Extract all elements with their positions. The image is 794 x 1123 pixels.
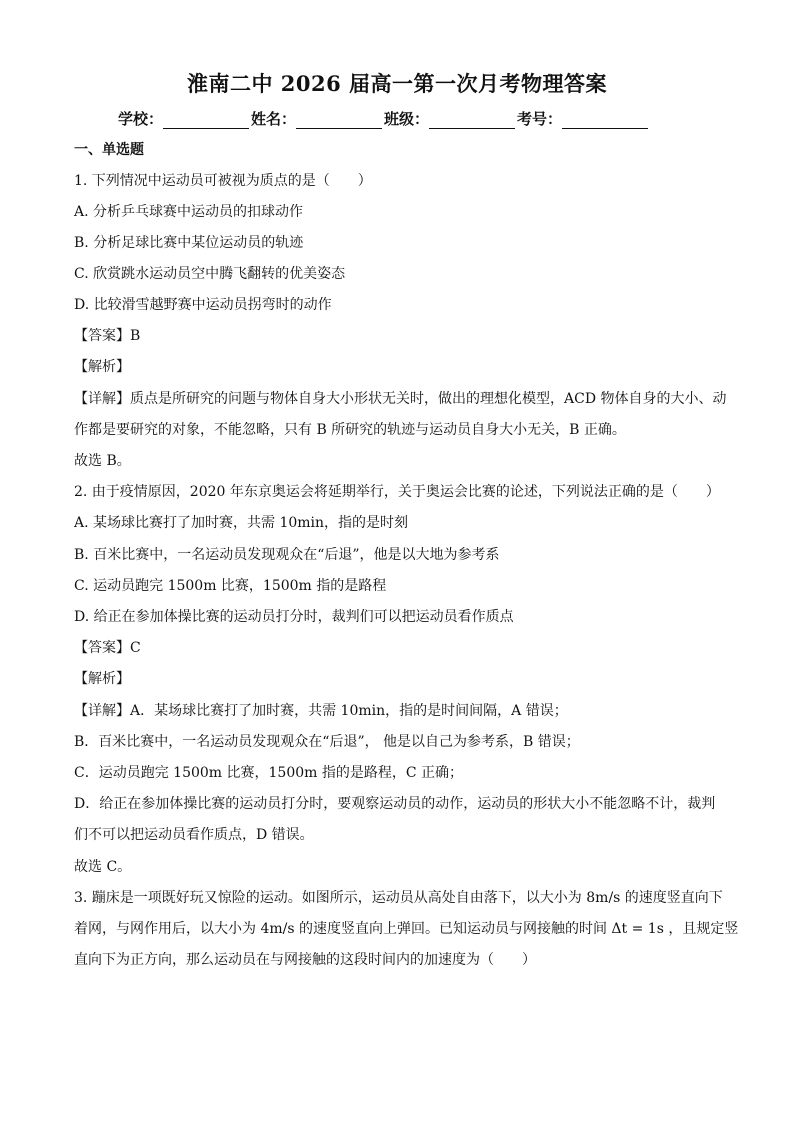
school-blank <box>163 112 249 129</box>
answer-line: 【答案】C <box>74 640 141 656</box>
detail-line: 【详解】质点是所研究的问题与物体自身大小形状无关时，做出的理想化模型，ACD 物体自身的大小、动 <box>74 391 727 407</box>
name-blank <box>296 112 382 129</box>
option-d: D. 给正在参加体操比赛的运动员打分时，裁判们可以把运动员看作质点 <box>74 609 514 625</box>
page-title: 淮南二中 2026 届高一第一次月考物理答案 <box>186 71 608 96</box>
detail-line: C．运动员跑完 1500m 比赛，1500m 指的是路程，C 正确； <box>74 765 464 781</box>
section-heading: 一、单选题 <box>74 142 144 158</box>
option-b: B. 分析足球比赛中某位运动员的轨迹 <box>74 235 304 251</box>
question-stem: 1. 下列情况中运动员可被视为质点的是（ ） <box>74 173 372 189</box>
option-a: A. 分析乒乓球赛中运动员的扣球动作 <box>74 204 304 220</box>
conclusion-line: 故选 C。 <box>74 859 132 875</box>
option-b: B. 百米比赛中，一名运动员发现观众在“后退”，他是以大地为参考系 <box>74 547 500 563</box>
detail-line: D．给正在参加体操比赛的运动员打分时，要观察运动员的动作，运动员的形状大小不能忽略不计，裁判 <box>74 796 716 812</box>
analysis-heading: 【解析】 <box>74 671 130 687</box>
question-stem: 直向下为正方向，那么运动员在与网接触的这段时间内的加速度为（ ） <box>74 952 536 968</box>
question-stem: 着网，与网作用后，以大小为 4m/s 的速度竖直向上弹回。已知运动员与网接触的时间 Δt = 1s ，且规定竖 <box>74 921 739 937</box>
student-info-row <box>118 108 650 129</box>
class-label: 班级： <box>384 110 430 128</box>
option-d: D. 比较滑雪越野赛中运动员拐弯时的动作 <box>74 297 332 313</box>
name-label: 姓名： <box>251 110 297 128</box>
analysis-heading: 【解析】 <box>74 359 130 375</box>
number-blank <box>562 112 648 129</box>
option-c: C. 欣赏跳水运动员空中腾飞翻转的优美姿态 <box>74 266 346 282</box>
option-a: A. 某场球比赛打了加时赛，共需 10min，指的是时刻 <box>74 515 409 531</box>
school-label: 学校： <box>118 110 164 128</box>
question-stem: 3. 蹦床是一项既好玩又惊险的运动。如图所示，运动员从高处自由落下，以大小为 8m/s 的速度竖直向下 <box>74 890 723 906</box>
class-blank <box>429 112 515 129</box>
question-stem: 2. 由于疫情原因，2020 年东京奥运会将延期举行，关于奥运会比赛的论述，下列说法正确的是（ ） <box>74 484 720 500</box>
detail-line: 作都是要研究的对象，不能忽略，只有 B 所研究的轨迹与运动员自身大小无关，B 正确。 <box>74 422 626 438</box>
conclusion-line: 故选 B。 <box>74 453 131 469</box>
number-label: 考号： <box>517 110 563 128</box>
detail-line: B．百米比赛中，一名运动员发现观众在“后退”， 他是以自己为参考系，B 错误； <box>74 734 580 750</box>
detail-line: 【详解】A．某场球比赛打了加时赛，共需 10min，指的是时间间隔，A 错误； <box>74 703 568 719</box>
answer-line: 【答案】B <box>74 328 141 344</box>
detail-line: 们不可以把运动员看作质点，D 错误。 <box>74 827 314 843</box>
option-c: C. 运动员跑完 1500m 比赛，1500m 指的是路程 <box>74 578 387 594</box>
